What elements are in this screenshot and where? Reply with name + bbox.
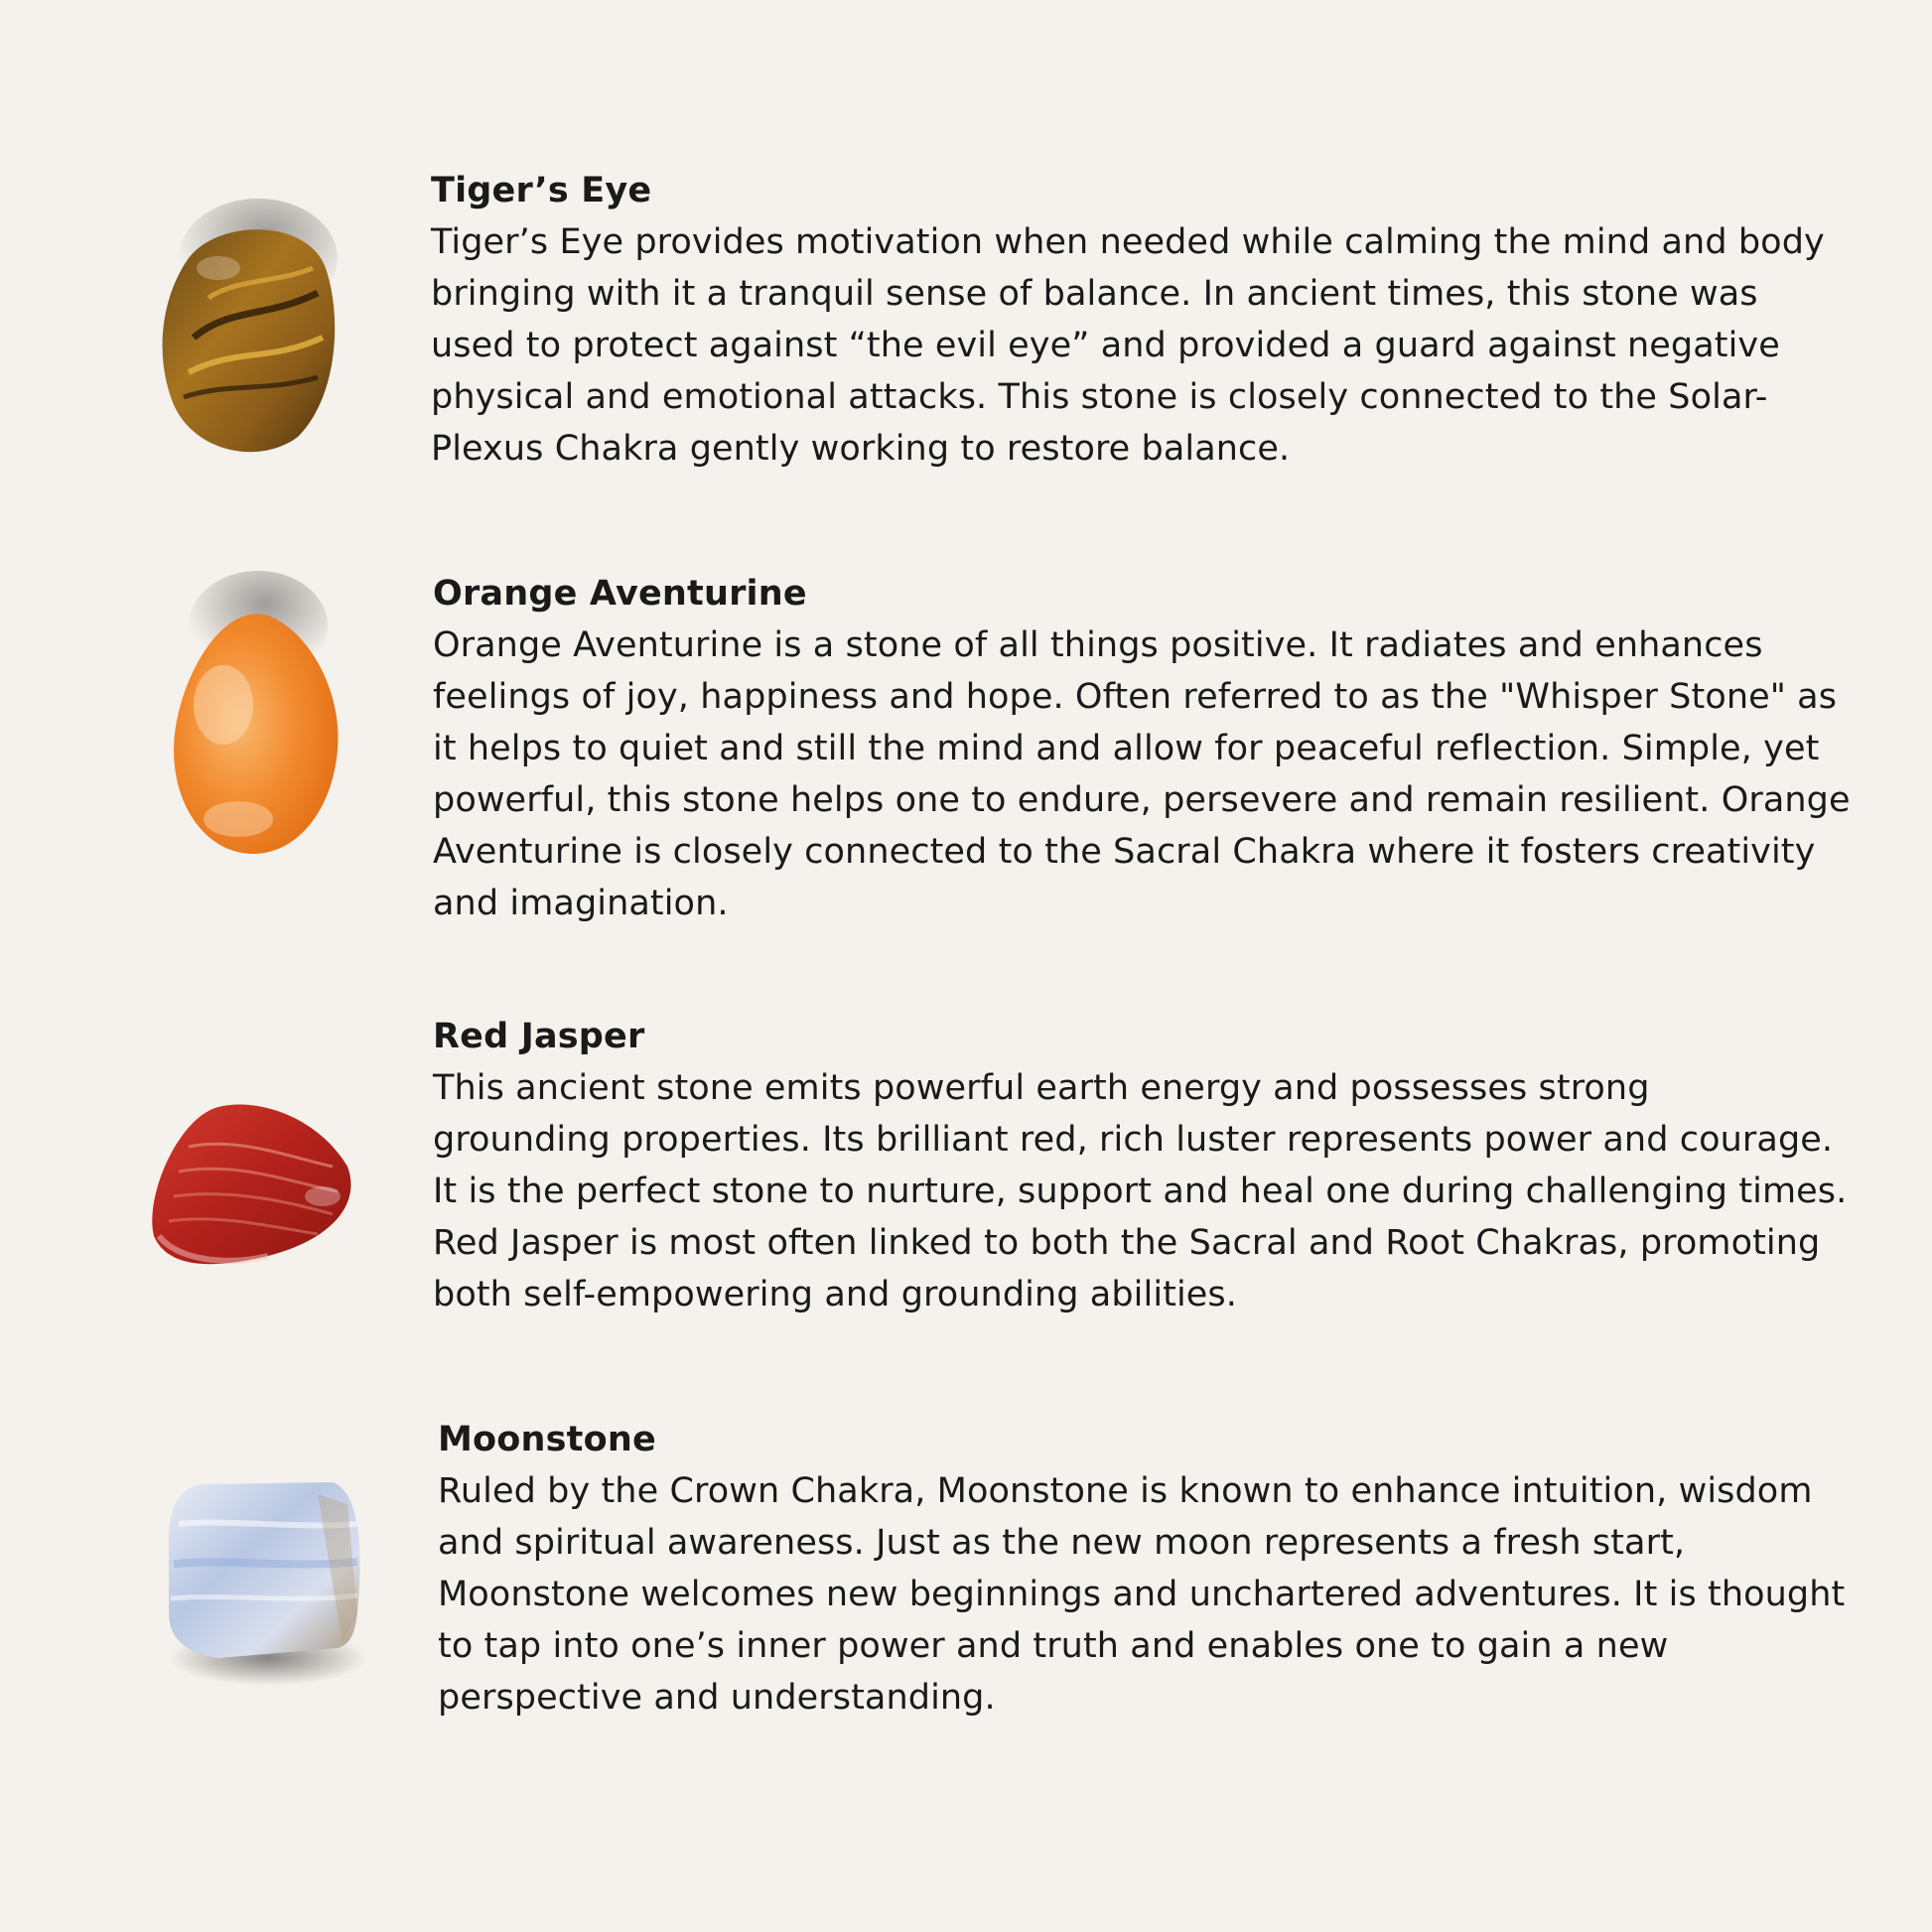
- tigers-eye-stone-image: [149, 199, 347, 467]
- orange-aventurine-stone-image: [159, 571, 357, 859]
- stone-title: Moonstone: [438, 1420, 656, 1459]
- description-line: Red Jasper is most often linked to both the Sacral and Root Chakras, promoting: [433, 1223, 1821, 1263]
- stone-description: [431, 216, 1825, 475]
- description-line: and imagination.: [433, 884, 729, 923]
- description-line: Tiger’s Eye provides motivation when needed while calming the mind and body: [431, 222, 1825, 262]
- description-line: feelings of joy, happiness and hope. Often referred to as the "Whisper Stone" as: [433, 677, 1838, 717]
- stone-description: [438, 1465, 1846, 1724]
- stone-description: [433, 1062, 1848, 1320]
- description-line: Aventurine is closely connected to the Sacral Chakra where it fosters creativity: [433, 832, 1816, 872]
- red-jasper-stone-image: [149, 1097, 362, 1281]
- stone-text-moonstone: [438, 1414, 1846, 1724]
- stone-description: [433, 620, 1851, 929]
- description-line: Moonstone welcomes new beginnings and unchartered adventures. It is thought: [438, 1575, 1846, 1614]
- description-line: powerful, this stone helps one to endure, persevere and remain resilient. Orange: [433, 780, 1851, 820]
- description-line: Orange Aventurine is a stone of all things positive. It radiates and enhances: [433, 625, 1763, 665]
- description-line: grounding properties. Its brilliant red, rich luster represents power and courage.: [433, 1120, 1834, 1160]
- description-line: to tap into one’s inner power and truth and enables one to gain a new: [438, 1626, 1669, 1666]
- description-line: and spiritual awareness. Just as the new moon represents a fresh start,: [438, 1523, 1686, 1563]
- stone-title: Red Jasper: [433, 1017, 645, 1056]
- description-line: used to protect against “the evil eye” and provided a guard against negative: [431, 326, 1780, 365]
- stone-title: Tiger’s Eye: [431, 171, 652, 210]
- stone-text-red-jasper: [433, 1011, 1848, 1320]
- description-line: it helps to quiet and still the mind and allow for peaceful reflection. Simple, yet: [433, 729, 1820, 768]
- description-line: This ancient stone emits powerful earth energy and possesses strong: [433, 1068, 1650, 1108]
- stone-text-orange-aventurine: [433, 568, 1851, 929]
- description-line: perspective and understanding.: [438, 1678, 996, 1718]
- description-line: bringing with it a tranquil sense of balance. In ancient times, this stone was: [431, 274, 1758, 314]
- moonstone-stone-image: [159, 1474, 372, 1688]
- description-line: physical and emotional attacks. This stone is closely connected to the Solar-: [431, 377, 1768, 417]
- description-line: both self-empowering and grounding abilities.: [433, 1275, 1237, 1314]
- description-line: Plexus Chakra gently working to restore balance.: [431, 429, 1291, 469]
- description-line: It is the perfect stone to nurture, support and heal one during challenging times.: [433, 1172, 1848, 1211]
- description-line: Ruled by the Crown Chakra, Moonstone is known to enhance intuition, wisdom: [438, 1471, 1813, 1511]
- stone-text-tigers-eye: [431, 165, 1825, 475]
- stone-title: Orange Aventurine: [433, 574, 807, 614]
